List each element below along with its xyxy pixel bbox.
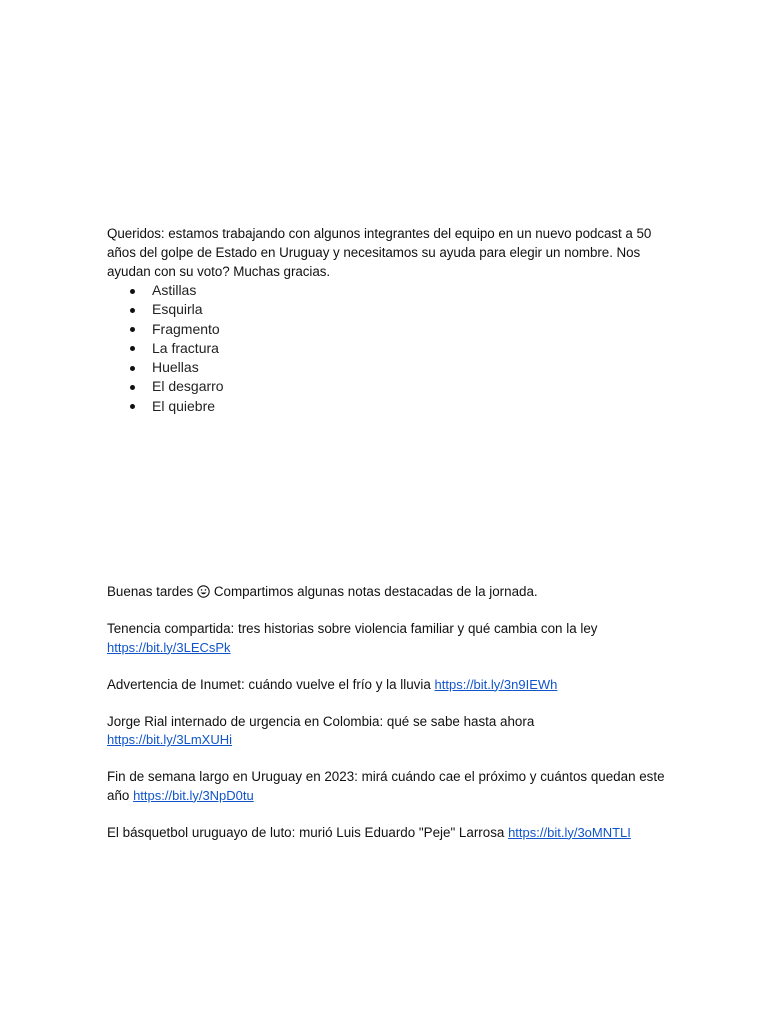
smiley-face-icon [197,585,210,598]
news-link[interactable]: https://bit.ly/3oMNTLI [508,824,631,840]
greeting-line [107,583,677,602]
intro-paragraph: Queridos: estamos trabajando con algunos integrantes del equipo en un nuevo podcast a 50 años del golpe de Estado en Uruguay y necesitamos su ayuda para elegir un nombre. Nos ayudan con su voto? Muchas gracias. [107,226,652,280]
news-item [107,620,677,657]
news-headline: Jorge Rial internado de urgencia en Colombia: qué se sabe hasta ahora [107,713,535,729]
news-link[interactable]: https://bit.ly/3NpD0tu [133,787,254,803]
greeting-text: Buenas tardes [107,584,194,599]
news-headline: El básquetbol uruguayo de luto: murió Luis Eduardo "Peje" Larrosa [107,824,505,840]
news-link[interactable]: https://bit.ly/3LECsPk [107,639,231,655]
greeting-continuation: Compartimos algunas notas destacadas de la jornada. [213,584,538,599]
news-item [107,768,677,805]
news-item [107,676,677,695]
option-item: Huellas [107,358,224,377]
news-headline: Fin de semana largo en Uruguay en 2023: mirá cuándo cae el próximo y cuántos quedan este año [107,769,665,803]
option-item: Fragmento [107,320,224,339]
news-headline: Tenencia compartida: tres historias sobre violencia familiar y qué cambia con la ley [107,621,598,636]
news-section [107,583,677,861]
news-link[interactable]: https://bit.ly/3n9IEWh [434,676,558,692]
news-headline: Advertencia de Inumet: cuándo vuelve el frío y la lluvia [107,676,431,692]
option-item: El desgarro [107,377,224,396]
option-item: El quiebre [107,397,224,416]
news-item [107,713,677,750]
podcast-name-options [107,281,224,416]
news-link[interactable]: https://bit.ly/3LmXUHi [107,732,232,747]
option-item: Esquirla [107,300,224,319]
news-item [107,824,677,843]
option-item: Astillas [107,281,224,300]
option-item: La fractura [107,339,224,358]
